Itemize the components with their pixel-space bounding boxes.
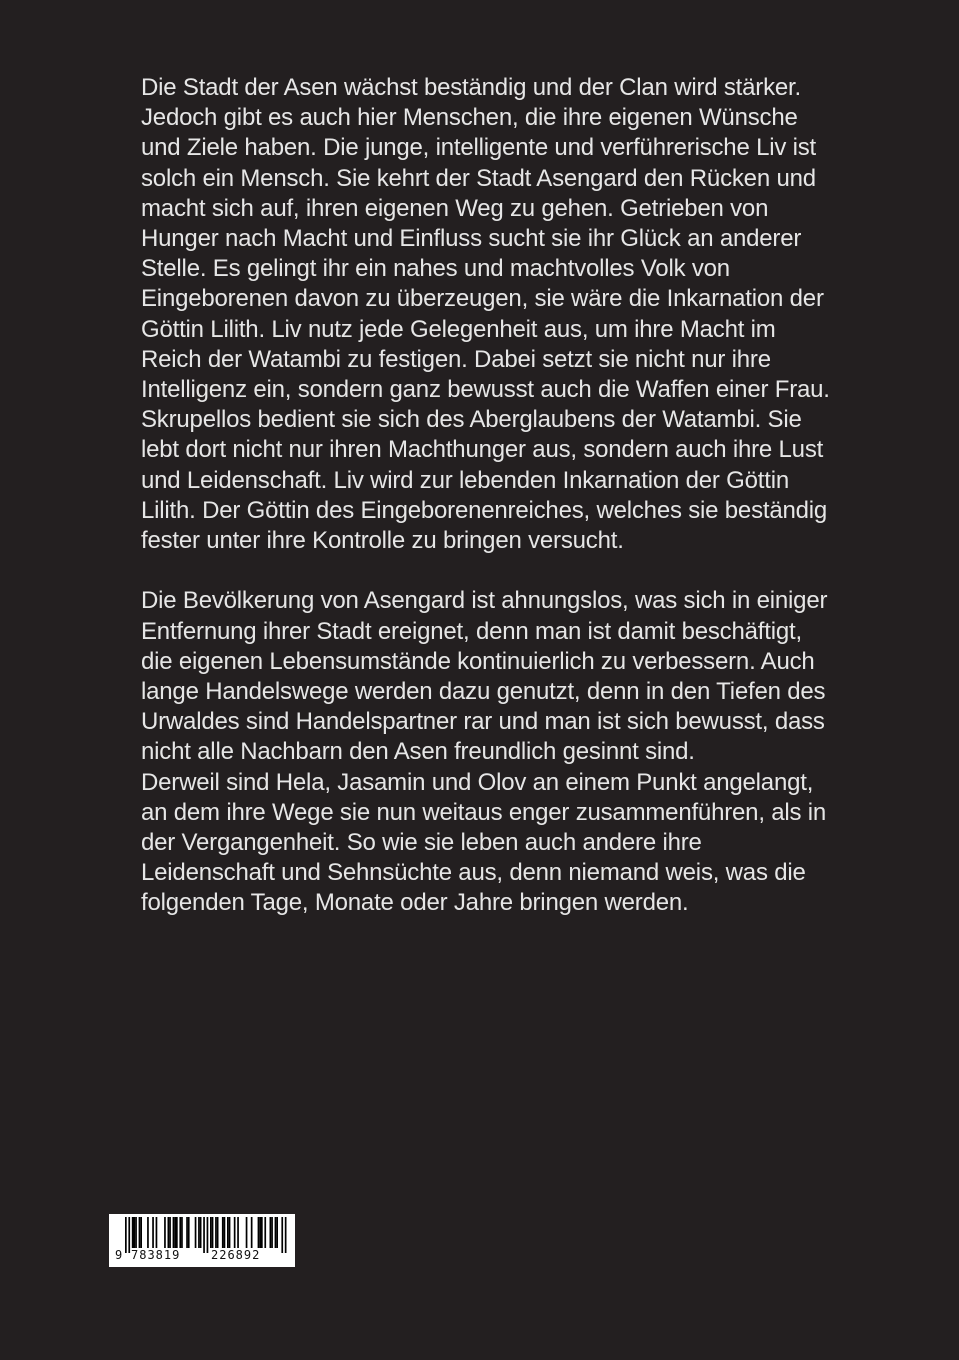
back-cover-blurb <box>141 73 831 919</box>
barcode-bar <box>140 1217 142 1248</box>
barcode-bar <box>259 1217 261 1248</box>
barcode-bar <box>188 1217 190 1248</box>
barcode-bar <box>227 1217 229 1248</box>
barcode-bar <box>217 1217 219 1248</box>
blurb-paragraph-2: Die Bevölkerung von Asengard ist ahnungslos, was sich in einiger Entfernung ihrer Stadt ereignet, denn man ist damit beschäftigt, die eigenen Lebensumstände kontinuierlich zu verbessern. Auch lange Handelswege werden dazu genutzt, denn in den Tiefen des Urwaldes sind Handelspartner rar und man ist sich bewusst, dass nicht alle Nachbarn den Asen freundlich gesinnt sind. <box>141 587 828 766</box>
barcode-bar <box>212 1217 214 1248</box>
barcode-bar <box>195 1217 197 1248</box>
barcode-bar <box>181 1217 183 1248</box>
barcode-bar <box>210 1217 212 1248</box>
isbn-barcode <box>109 1214 295 1267</box>
barcode-bar <box>147 1217 149 1248</box>
barcode-bar <box>152 1217 154 1248</box>
barcode-bar <box>198 1217 200 1248</box>
barcode-bar <box>271 1217 273 1248</box>
blurb-paragraph-3: Derweil sind Hela, Jasamin und Olov an einem Punkt angelangt, an dem ihre Wege sie nun weitaus enger zusammenführen, als in der Vergangenheit. So wie sie leben auch andere ihre Leidenschaft und Sehnsüchte aus, denn niemand weis, was die folgenden Tage, Monate oder Jahre bringen werden. <box>141 768 827 917</box>
barcode-bar <box>176 1217 178 1248</box>
barcode-bar <box>222 1217 224 1248</box>
barcode-bar <box>179 1217 181 1248</box>
barcode-bar <box>237 1217 239 1248</box>
barcode-digits <box>109 1248 295 1264</box>
barcode-bar <box>174 1217 176 1248</box>
barcode-bar <box>234 1217 236 1248</box>
barcode-bar <box>169 1217 171 1248</box>
barcode-right-group: 226892 <box>211 1248 261 1262</box>
barcode-bar <box>134 1217 136 1248</box>
barcode-bar <box>168 1217 170 1248</box>
barcode-bar <box>261 1217 263 1248</box>
barcode-bar <box>173 1217 175 1248</box>
barcode-bar <box>132 1217 134 1248</box>
barcode-bar <box>164 1217 166 1248</box>
barcode-bar <box>156 1217 158 1248</box>
barcode-bar <box>215 1217 217 1248</box>
barcode-bar <box>135 1217 137 1248</box>
blurb-paragraph-1: Die Stadt der Asen wächst beständig und der Clan wird stärker. Jedoch gibt es auch hier Menschen, die ihre eigenen Wünsche und Ziele haben. Die junge, intelligente und verführerische Liv ist solch ein Mensch. Sie kehrt der Stadt Asengard den Rücken und macht sich auf, ihren eigenen Weg zu gehen. Getrieben von Hunger nach Macht und Einfluss sucht sie ihr Glück an anderer Stelle. Es gelingt ihr ein nahes und machtvolles Volk von Eingeborenen davon zu überzeugen, sie wäre die Inkarnation der Göttin Lilith. Liv nutz jede Gelegenheit aus, um ihre Macht im Reich der Watambi zu festigen. Dabei setzt sie nicht nur ihre Intelligenz ein, sondern ganz bewusst auch die Waffen einer Frau. Skrupellos bedient sie sich des Aberglaubens der Watambi. Sie lebt dort nicht nur ihren Machthunger aus, sondern auch ihre Lust und Leidenschaft. Liv wird zur lebenden Inkarnation der Göttin Lilith. Der Göttin des Eingeborenenreiches, welches sie beständig fester unter ihre Kontrolle zu bringen versucht. <box>141 74 830 555</box>
barcode-bar <box>186 1217 188 1248</box>
barcode-bar <box>270 1217 272 1248</box>
barcode-bar <box>224 1217 226 1248</box>
barcode-bar <box>276 1217 278 1248</box>
barcode-bar <box>229 1217 231 1248</box>
barcode-first-digit: 9 <box>115 1248 123 1262</box>
barcode-bar <box>258 1217 260 1248</box>
barcode-bar <box>251 1217 253 1248</box>
barcode-bar <box>246 1217 248 1248</box>
barcode-bar <box>264 1217 266 1248</box>
barcode-bar <box>139 1217 141 1248</box>
barcode-bar <box>200 1217 202 1248</box>
barcode-bar <box>275 1217 277 1248</box>
barcode-left-group: 783819 <box>131 1248 181 1262</box>
